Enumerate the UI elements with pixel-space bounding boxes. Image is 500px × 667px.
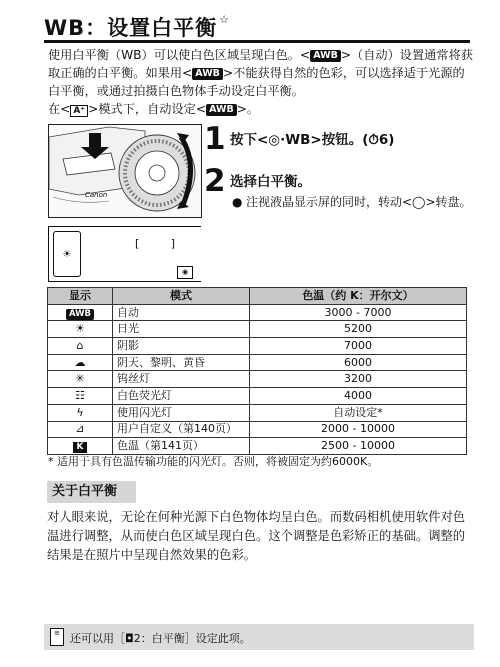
daylight-icon: ☀ <box>75 322 85 336</box>
mode-cell: 日光 <box>113 321 250 338</box>
camera-top-drawing <box>49 125 201 217</box>
mode-cell: 色温（第141页） <box>113 438 250 455</box>
mode-cell: 阴天、黎明、黄昏 <box>113 354 250 371</box>
awb-icon: AWB <box>206 104 237 116</box>
daylight-icon: ☀ <box>53 231 81 277</box>
color-temp-cell: 7000 <box>250 338 467 355</box>
bullet-icon: ● <box>232 195 243 209</box>
color-temp-cell: 3000 - 7000 <box>250 304 467 321</box>
camera-illustration <box>48 124 202 218</box>
color-temp-cell: 2000 - 10000 <box>250 421 467 438</box>
column-header-color-temp: 色温（约 K：开尔文） <box>250 288 467 305</box>
intro-text-part: >模式下，自动设定< <box>88 102 207 116</box>
custom-wb-icon: ⊿ <box>75 422 85 436</box>
table-row <box>48 304 467 321</box>
intro-text-part: 使用白平衡（WB）可以使白色区域呈现白色。< <box>48 48 311 62</box>
table-footnote: * 适用于具有色温传输功能的闪光灯。否则，将被固定为约6000K。 <box>48 455 379 468</box>
color-temp-cell: 5200 <box>250 321 467 338</box>
awb-icon: AWB <box>310 50 341 62</box>
step-detail <box>232 193 478 211</box>
intro-text-part: >（自动）设置通常将获取正确的白平衡。如果用< <box>48 48 473 80</box>
shade-icon: ⌂ <box>76 338 84 352</box>
af-frame-icon: [ ] <box>135 237 175 250</box>
step-instruction: 按下<◎·WB>按钮。(⏱6) <box>230 132 395 148</box>
section-title-about-wb: 关于白平衡 <box>47 481 136 503</box>
tungsten-icon: ✳ <box>75 372 85 386</box>
color-temp-cell: 自动设定* <box>250 404 467 421</box>
color-temp-cell: 3200 <box>250 371 467 388</box>
white-balance-table <box>47 287 467 455</box>
mode-cell: 钨丝灯 <box>113 371 250 388</box>
table-row <box>48 321 467 338</box>
intro-text-part: 在< <box>48 102 71 116</box>
step-number: 2 <box>204 163 226 199</box>
title-divider <box>44 40 470 43</box>
mode-cell: 白色荧光灯 <box>113 388 250 405</box>
column-header-mode: 模式 <box>113 288 250 305</box>
star-icon: ☆ <box>219 12 230 26</box>
about-wb-text: 对人眼来说，无论在何种光源下白色物体均呈白色。而数码相机使用软件对色温进行调整，从而使白色区域呈现白色。这个调整是色彩矫正的基础。调整的结果是在照片中呈现自然效果的色彩。 <box>47 510 466 562</box>
intro-text-part: >。 <box>236 102 260 116</box>
mode-cell: 阴影 <box>113 338 250 355</box>
table-row <box>48 371 467 388</box>
title-row <box>44 12 229 42</box>
color-temp-cell: 6000 <box>250 354 467 371</box>
column-header-display: 显示 <box>48 288 113 305</box>
table-row <box>48 354 467 371</box>
color-temp-cell: 4000 <box>250 388 467 405</box>
table-row <box>48 338 467 355</box>
step-instruction: 选择白平衡。 <box>230 174 311 190</box>
intro-text-part: >不能获得自然的色彩，可以选择适于光源的白平衡，或通过拍摄白色物体手动设定白平衡。 <box>48 66 465 98</box>
intro-paragraph-2 <box>48 100 474 118</box>
table-row <box>48 421 467 438</box>
camera-settings-icon: ◉ <box>177 266 193 279</box>
lcd-screen-illustration <box>48 226 201 282</box>
awb-icon: AWB <box>192 68 223 80</box>
table-row <box>48 404 467 421</box>
kelvin-icon: K <box>73 442 88 453</box>
step-detail-text: 注视液晶显示屏的同时，转动<◯>转盘。 <box>246 195 472 209</box>
flash-icon: ϟ <box>76 405 84 419</box>
scene-intelligent-auto-icon: A⁺ <box>70 105 88 117</box>
page-title: WB：设置白平衡 <box>44 16 218 40</box>
intro-paragraph-1 <box>48 46 474 100</box>
intro-text <box>48 46 474 118</box>
table-header-row <box>48 288 467 305</box>
table-row <box>48 388 467 405</box>
mode-cell: 使用闪光灯 <box>113 404 250 421</box>
tip-text: 还可以用［◘2：白平衡］设定此项。 <box>70 632 251 645</box>
awb-icon: AWB <box>66 309 94 320</box>
camera-brand-label: Canon <box>85 191 108 199</box>
tip-bar <box>44 624 474 650</box>
table-row <box>48 438 467 455</box>
cloudy-icon: ☁ <box>74 355 86 369</box>
memo-icon: ≡ <box>50 628 64 646</box>
mode-cell: 自动 <box>113 304 250 321</box>
color-temp-cell: 2500 - 10000 <box>250 438 467 455</box>
mode-cell: 用户自定义（第140页） <box>113 421 250 438</box>
step-number: 1 <box>204 121 226 157</box>
fluorescent-icon: ☷ <box>75 388 85 402</box>
